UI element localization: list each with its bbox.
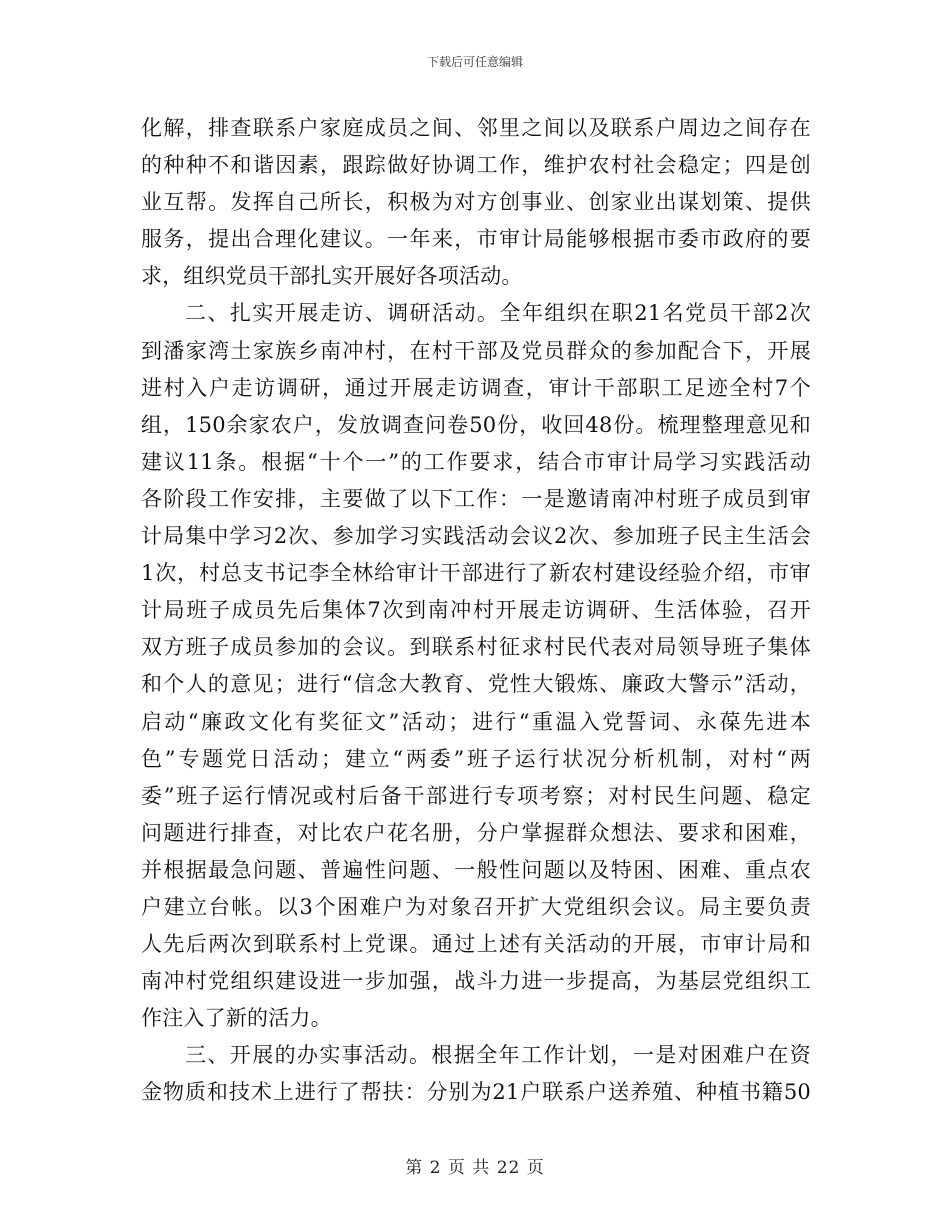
text-line: 进村入户走访调研，通过开展走访调查，审计干部职工足迹全村7个 [141,375,811,400]
text-line: 组，150余家农户，发放调查问卷50份，收回48份。梳理整理意见和 [141,412,811,437]
text-line: 二、扎实开展走访、调研活动。全年组织在职21名党员干部2次 [185,301,811,326]
text-line: 问题进行排查，对比农户花名册，分户掌握群众想法、要求和困难， [141,820,811,845]
text-line: 户建立台帐。以3个困难户为对象召开扩大党组织会议。局主要负责 [141,894,811,919]
text-line: 计局集中学习2次、参加学习实践活动会议2次、参加班子民主生活会 [141,524,811,549]
text-line: 南冲村党组织建设进一步加强，战斗力进一步提高，为基层党组织工 [141,969,811,994]
document-body [141,110,811,1112]
text-line: 各阶段工作安排，主要做了以下工作：一是邀请南冲村班子成员到审 [141,486,811,511]
text-line: 人先后两次到联系村上党课。通过上述有关活动的开展，市审计局和 [141,932,811,957]
text-line: 到潘家湾土家族乡南冲村，在村干部及党员群众的参加配合下，开展 [141,338,811,363]
page-header: 下载后可任意编辑 [426,55,523,69]
text-line: 业互帮。发挥自己所长，积极为对方创事业、创家业出谋划策、提供 [141,190,811,215]
text-line: 金物质和技术上进行了帮扶：分别为21户联系户送养殖、种植书籍50 [141,1080,811,1105]
text-line: 三、开展的办实事活动。根据全年工作计划，一是对困难户在资 [185,1043,811,1068]
text-line: 作注入了新的活力。 [141,1006,332,1031]
page-footer: 第 2 页 共 22 页 [405,1158,545,1178]
text-line: 求，组织党员干部扎实开展好各项活动。 [141,264,523,289]
text-line: 启动“廉政文化有奖征文”活动；进行“重温入党誓词、永葆先进本 [141,709,811,734]
text-line: 化解，排查联系户家庭成员之间、邻里之间以及联系户周边之间存在 [141,116,811,140]
text-line: 色”专题党日活动；建立“两委”班子运行状况分析机制，对村“两 [141,746,811,771]
text-line: 建议11条。根据“十个一”的工作要求，结合市审计局学习实践活动 [141,449,811,474]
text-line: 双方班子成员参加的会议。到联系村征求村民代表对局领导班子集体 [141,635,811,660]
text-line: 的种种不和谐因素，跟踪做好协调工作，维护农村社会稳定；四是创 [141,153,811,178]
text-line: 委”班子运行情况或村后备干部进行专项考察；对村民生问题、稳定 [141,783,811,808]
text-line: 服务，提出合理化建议。一年来，市审计局能够根据市委市政府的要 [141,227,811,252]
text-line: 和个人的意见；进行“信念大教育、党性大锻炼、廉政大警示”活动， [141,672,811,697]
text-line: 并根据最急问题、普遍性问题、一般性问题以及特困、困难、重点农 [141,857,811,882]
text-line: 计局班子成员先后集体7次到南冲村开展走访调研、生活体验，召开 [141,598,811,623]
text-line: 1次，村总支书记李全林给审计干部进行了新农村建设经验介绍，市审 [141,561,811,586]
